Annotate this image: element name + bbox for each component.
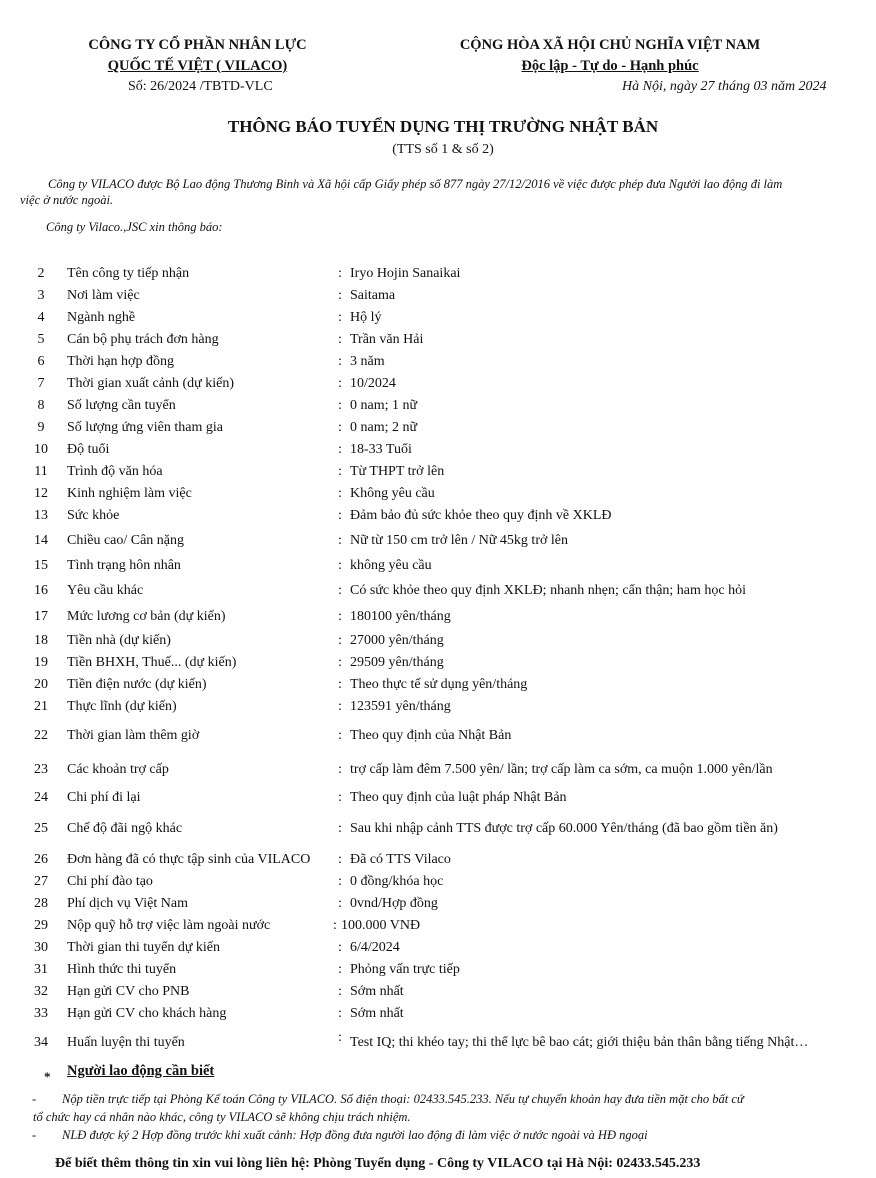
- row-colon: :: [338, 266, 342, 281]
- row-colon: :: [338, 332, 342, 347]
- row-label: Tiền nhà (dự kiến): [67, 633, 171, 648]
- row-label: Thời gian xuất cảnh (dự kiến): [67, 376, 234, 391]
- row-label: Số lượng cần tuyển: [67, 398, 176, 413]
- row-colon: :: [338, 790, 342, 805]
- row-label: Sức khỏe: [67, 508, 120, 523]
- row-number: 5: [37, 332, 45, 347]
- table-row: [0, 762, 876, 782]
- row-value: 0 nam; 2 nữ: [350, 420, 418, 435]
- row-colon: :: [338, 852, 342, 867]
- row-number: 3: [37, 288, 45, 303]
- row-label: Thời gian làm thêm giờ: [67, 728, 200, 743]
- row-number: 26: [34, 852, 48, 867]
- notice-line: Công ty Vilaco.,JSC xin thông báo:: [46, 220, 223, 234]
- table-row: [0, 442, 876, 462]
- row-colon: :: [338, 609, 342, 624]
- row-label: Hạn gửi CV cho PNB: [67, 984, 190, 999]
- note2-dash: -: [32, 1128, 37, 1142]
- row-number: 16: [34, 583, 48, 598]
- row-label: Phí dịch vụ Việt Nam: [67, 896, 189, 911]
- table-row: [0, 940, 876, 960]
- table-row: [0, 677, 876, 697]
- row-value: Saitama: [350, 288, 396, 303]
- row-colon: :: [338, 633, 342, 648]
- row-label: Hình thức thi tuyển: [67, 962, 177, 977]
- row-colon: :: [338, 558, 342, 573]
- row-number: 11: [34, 464, 48, 479]
- table-row: [0, 728, 876, 748]
- row-number: 14: [34, 533, 48, 548]
- row-number: 8: [37, 398, 45, 413]
- table-row: [0, 609, 876, 629]
- row-colon: :: [338, 354, 342, 369]
- row-value: Từ THPT trở lên: [350, 464, 445, 479]
- table-row: [0, 821, 876, 841]
- row-value: 18-33 Tuổi: [350, 442, 412, 457]
- row-label: Thời hạn hợp đồng: [67, 354, 174, 369]
- row-colon: :: [333, 918, 337, 933]
- table-row: [0, 332, 876, 352]
- row-value: Theo quy định của luật pháp Nhật Bản: [350, 790, 567, 805]
- row-label: Thực lĩnh (dự kiến): [67, 699, 177, 714]
- row-number: 21: [34, 699, 48, 714]
- row-number: 22: [34, 728, 48, 743]
- table-row: [0, 533, 876, 553]
- row-number: 20: [34, 677, 48, 692]
- row-colon: :: [338, 583, 342, 598]
- row-label: Huấn luyện thi tuyển: [67, 1035, 185, 1050]
- row-number: 34: [34, 1035, 48, 1050]
- row-label: Thời gian thi tuyển dự kiến: [67, 940, 221, 955]
- table-row: [0, 852, 876, 872]
- row-number: 30: [34, 940, 48, 955]
- row-label: Chi phí đi lại: [67, 790, 141, 805]
- table-row: [0, 420, 876, 440]
- row-number: 23: [34, 762, 48, 777]
- row-number: 6: [37, 354, 45, 369]
- row-value: Nữ từ 150 cm trở lên / Nữ 45kg trở lên: [350, 533, 568, 548]
- row-colon: :: [338, 655, 342, 670]
- row-value: 100.000 VNĐ: [341, 918, 421, 933]
- row-number: 4: [37, 310, 45, 325]
- row-number: 18: [34, 633, 48, 648]
- page-title: THÔNG BÁO TUYỂN DỤNG THỊ TRƯỜNG NHẬT BẢN: [227, 117, 659, 136]
- table-row: [0, 633, 876, 653]
- section-title: Người lao động cần biết: [67, 1063, 215, 1079]
- row-colon: :: [338, 874, 342, 889]
- page-subtitle: (TTS số 1 & số 2): [392, 142, 494, 157]
- row-colon: :: [338, 762, 342, 777]
- row-label: Chiều cao/ Cân nặng: [67, 533, 185, 548]
- row-value: Theo thực tế sử dụng yên/tháng: [350, 677, 528, 692]
- table-row: [0, 376, 876, 396]
- intro-line1: Công ty VILACO được Bộ Lao động Thương Binh và Xã hội cấp Giấy phép số 877 ngày 27/12/2016 về việc được phép đưa Người lao động đi làm: [48, 177, 783, 191]
- row-colon: :: [338, 1006, 342, 1021]
- row-colon: :: [338, 486, 342, 501]
- row-colon: :: [338, 728, 342, 743]
- note1-line1: Nộp tiền trực tiếp tại Phòng Kế toán Công ty VILACO. Số điện thoại: 02433.545.233. Nếu tự chuyển khoản hay đưa tiền mặt cho bất cứ: [62, 1092, 744, 1106]
- row-label: Đơn hàng đã có thực tập sinh của VILACO: [67, 852, 311, 867]
- table-row: [0, 310, 876, 330]
- table-row: [0, 486, 876, 506]
- row-number: 12: [34, 486, 48, 501]
- nation-motto: Độc lập - Tự do - Hạnh phúc: [521, 58, 699, 74]
- row-value: 3 năm: [350, 354, 385, 369]
- row-value: Sớm nhất: [350, 984, 404, 999]
- table-row: [0, 508, 876, 528]
- table-row: [0, 398, 876, 418]
- row-label: Yêu cầu khác: [67, 583, 144, 598]
- row-value: 27000 yên/tháng: [350, 633, 444, 648]
- row-label: Chế độ đãi ngộ khác: [67, 821, 183, 836]
- row-label: Số lượng ứng viên tham gia: [67, 420, 223, 435]
- row-number: 7: [37, 376, 45, 391]
- table-row: [0, 464, 876, 484]
- row-value: Theo quy định của Nhật Bản: [350, 728, 512, 743]
- document-number: Số: 26/2024 /TBTD-VLC: [128, 79, 273, 94]
- table-row: [0, 1030, 876, 1055]
- row-value: 180100 yên/tháng: [350, 609, 451, 624]
- row-number: 19: [34, 655, 48, 670]
- row-label: Chi phí đào tạo: [67, 874, 153, 889]
- row-value: Phỏng vấn trực tiếp: [350, 962, 460, 977]
- row-label: Cán bộ phụ trách đơn hàng: [67, 332, 219, 347]
- row-number: 13: [34, 508, 48, 523]
- row-colon: :: [338, 398, 342, 413]
- contact-line: Để biết thêm thông tin xin vui lòng liên hệ: Phòng Tuyển dụng - Công ty VILACO tại Hà Nội: 02433.545.233: [55, 1156, 701, 1171]
- row-colon: :: [338, 1030, 342, 1045]
- table-row: [0, 896, 876, 916]
- row-label: Tiền BHXH, Thuế... (dự kiến): [67, 655, 237, 670]
- row-colon: :: [338, 420, 342, 435]
- row-label: Trình độ văn hóa: [67, 464, 163, 479]
- intro-line2: việc ở nước ngoài.: [20, 193, 114, 207]
- row-number: 9: [37, 420, 45, 435]
- row-label: Ngành nghề: [67, 310, 136, 325]
- row-colon: :: [338, 310, 342, 325]
- company-name-line1: CÔNG TY CỔ PHẦN NHÂN LỰC: [88, 37, 307, 53]
- row-value: Có sức khỏe theo quy định XKLĐ; nhanh nhẹn; cẩn thận; ham học hỏi: [350, 583, 747, 598]
- row-colon: :: [338, 464, 342, 479]
- table-row: [0, 1006, 876, 1026]
- row-colon: :: [338, 442, 342, 457]
- row-value: 0 đồng/khóa học: [350, 874, 444, 889]
- row-label: Tiền điện nước (dự kiến): [67, 677, 207, 692]
- row-label: Các khoản trợ cấp: [67, 762, 169, 777]
- table-row: [0, 558, 876, 578]
- row-label: Nơi làm việc: [67, 288, 140, 303]
- row-number: 25: [34, 821, 48, 836]
- row-number: 24: [34, 790, 48, 805]
- row-number: 31: [34, 962, 48, 977]
- row-colon: :: [338, 508, 342, 523]
- table-row: [0, 266, 876, 286]
- row-colon: :: [338, 821, 342, 836]
- row-value: Đảm bảo đủ sức khỏe theo quy định về XKLĐ: [350, 508, 612, 523]
- company-name-line2: QUỐC TẾ VIỆT ( VILACO): [107, 58, 288, 74]
- row-colon: :: [338, 288, 342, 303]
- row-value: 29509 yên/tháng: [350, 655, 444, 670]
- document-date: Hà Nội, ngày 27 tháng 03 năm 2024: [622, 79, 827, 94]
- nation-title: CỘNG HÒA XÃ HỘI CHỦ NGHĨA VIỆT NAM: [459, 37, 761, 53]
- row-number: 33: [34, 1006, 48, 1021]
- row-value: 10/2024: [350, 376, 396, 391]
- table-row: [0, 655, 876, 675]
- row-value: 0 nam; 1 nữ: [350, 398, 418, 413]
- row-value: Test IQ; thi khéo tay; thi thể lực bê bao cát; giới thiệu bản thân bằng tiếng Nhật…: [350, 1035, 809, 1050]
- section-bullet: *: [44, 1069, 51, 1084]
- row-value: Đã có TTS Vilaco: [350, 852, 451, 867]
- row-colon: :: [338, 940, 342, 955]
- table-row: [0, 962, 876, 982]
- row-value: Hộ lý: [350, 310, 382, 325]
- row-label: Tên công ty tiếp nhận: [67, 266, 190, 281]
- note1-dash: -: [32, 1092, 37, 1106]
- row-number: 2: [37, 266, 45, 281]
- table-row: [0, 874, 876, 894]
- row-label: Mức lương cơ bản (dự kiến): [67, 609, 226, 624]
- row-number: 17: [34, 609, 48, 624]
- row-label: Nộp quỹ hỗ trợ việc làm ngoài nước: [67, 918, 271, 933]
- row-label: Hạn gửi CV cho khách hàng: [67, 1006, 227, 1021]
- row-colon: :: [338, 896, 342, 911]
- row-value: 0vnd/Hợp đồng: [350, 896, 438, 911]
- table-row: [0, 984, 876, 1004]
- row-value: Sau khi nhập cảnh TTS được trợ cấp 60.000 Yên/tháng (đã bao gồm tiền ăn): [350, 821, 778, 836]
- row-value: Iryo Hojin Sanaikai: [350, 266, 461, 281]
- row-value: không yêu cầu: [350, 558, 432, 573]
- row-number: 15: [34, 558, 48, 573]
- row-number: 27: [34, 874, 48, 889]
- row-number: 29: [34, 918, 48, 933]
- row-value: trợ cấp làm đêm 7.500 yên/ lần; trợ cấp làm ca sớm, ca muộn 1.000 yên/lần: [350, 762, 773, 777]
- table-row: [0, 288, 876, 308]
- table-row: [0, 918, 876, 938]
- row-number: 10: [34, 442, 48, 457]
- row-number: 32: [34, 984, 48, 999]
- row-colon: :: [338, 677, 342, 692]
- row-colon: :: [338, 962, 342, 977]
- row-number: 28: [34, 896, 48, 911]
- row-label: Kinh nghiệm làm việc: [67, 486, 192, 501]
- row-label: Tình trạng hôn nhân: [67, 558, 181, 573]
- row-colon: :: [338, 533, 342, 548]
- row-label: Độ tuổi: [67, 442, 110, 457]
- table-row: [0, 583, 876, 603]
- note2-line: NLĐ được ký 2 Hợp đồng trước khi xuất cảnh: Hợp đồng đưa người lao động đi làm việc ở nước ngoài và HĐ ngoại: [62, 1128, 648, 1142]
- table-row: [0, 354, 876, 374]
- row-colon: :: [338, 376, 342, 391]
- row-colon: :: [338, 984, 342, 999]
- row-value: Không yêu cầu: [350, 486, 435, 501]
- row-value: 6/4/2024: [350, 940, 400, 955]
- row-colon: :: [338, 699, 342, 714]
- table-row: [0, 699, 876, 719]
- row-value: Sớm nhất: [350, 1006, 404, 1021]
- row-value: Trần văn Hải: [350, 332, 424, 347]
- note1-line2: tổ chức hay cá nhân nào khác, công ty VILACO sẽ không chịu trách nhiệm.: [33, 1110, 411, 1124]
- row-value: 123591 yên/tháng: [350, 699, 451, 714]
- table-row: [0, 790, 876, 810]
